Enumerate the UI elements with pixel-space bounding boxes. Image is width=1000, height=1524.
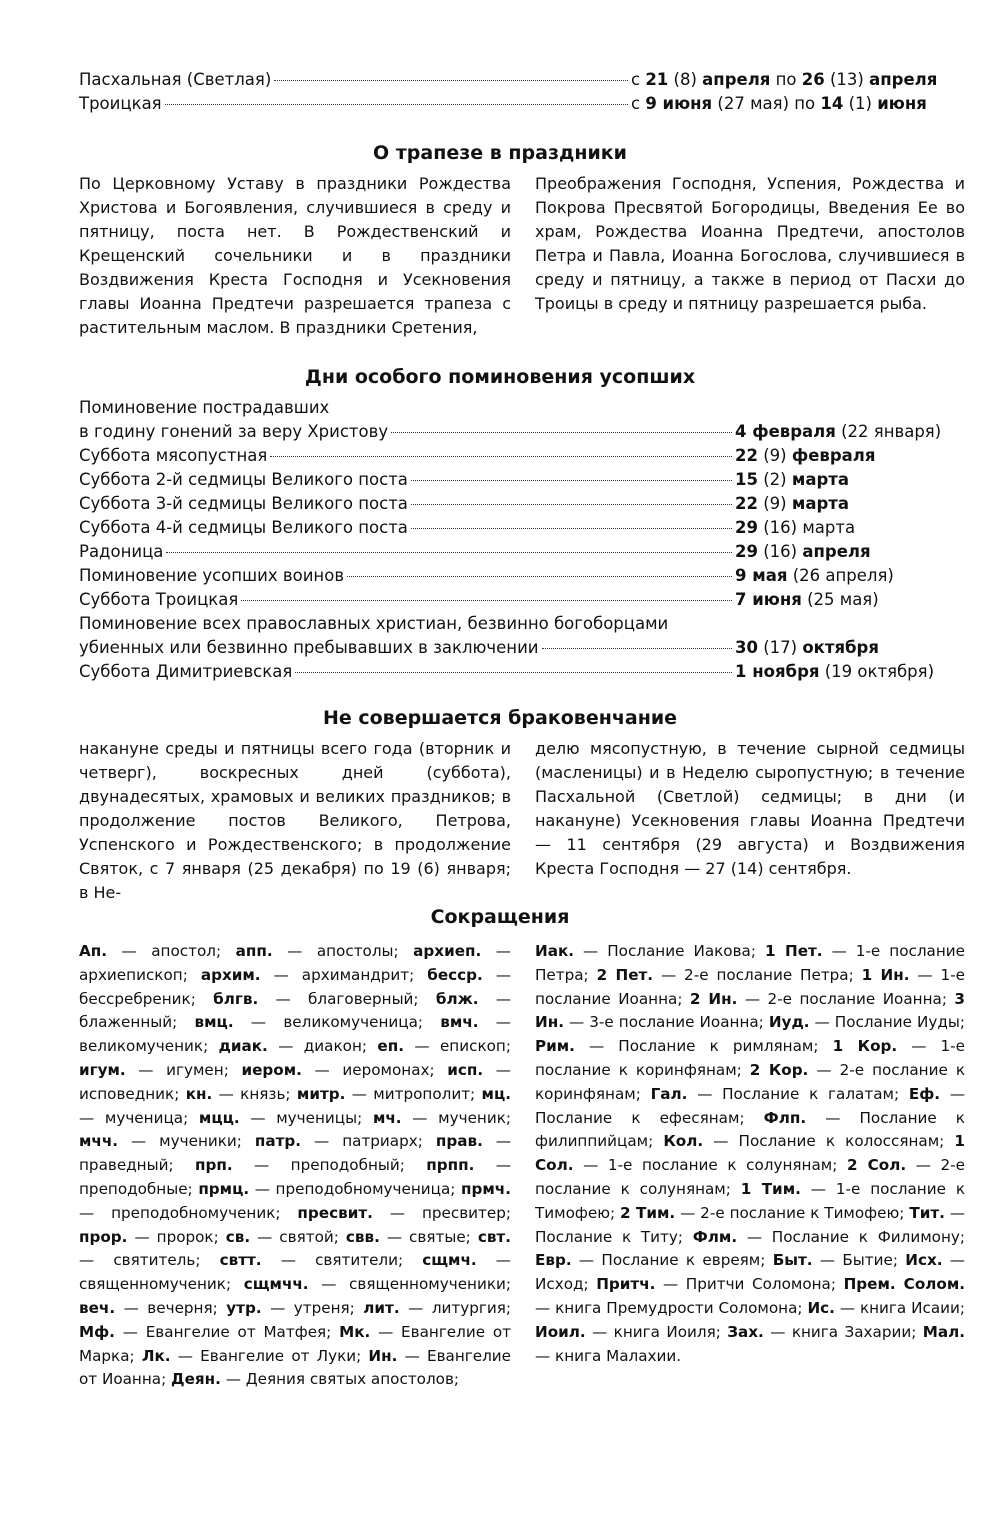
abbreviation-term: свв.: [345, 1227, 380, 1246]
commemoration-prefix: Поминовение пострадавших: [79, 398, 330, 417]
abbreviation-definition: — мученица;: [79, 1108, 199, 1127]
abbreviation-definition: — великомученица;: [233, 1013, 441, 1032]
fast-dates: с 21 (8) апреля по 26 (13) апреля: [631, 70, 938, 89]
abbreviation-definition: — архимандрит;: [260, 965, 428, 984]
abbreviation-definition: — 1-е послание к солунянам;: [573, 1156, 847, 1175]
abbreviation-term: Ин.: [368, 1346, 398, 1365]
abbreviation-term: лит.: [363, 1298, 400, 1317]
abbreviation-term: диак.: [218, 1037, 268, 1056]
abbreviation-term: бесср.: [427, 965, 483, 984]
abbreviation-definition: — иеромонах;: [301, 1060, 448, 1079]
abbreviation-definition: — литургия;: [399, 1298, 511, 1317]
abbreviation-definition: — 2-е послание к коринфянам;: [535, 1060, 965, 1103]
abbreviation-definition: — исповедник;: [79, 1060, 511, 1103]
abbreviation-definition: — пресвитер;: [372, 1203, 511, 1222]
abbreviation-term: Гал.: [650, 1084, 688, 1103]
abbreviation-definition: — бессребреник;: [79, 965, 512, 1008]
abbreviation-term: веч.: [79, 1298, 116, 1317]
abbreviation-term: Евр.: [535, 1251, 572, 1270]
abbreviation-definition: — 2-е послание к солунянам;: [535, 1156, 965, 1198]
abbreviation-definition: — преподобный;: [232, 1156, 427, 1175]
abbreviation-definition: — блаженный;: [79, 989, 512, 1032]
commemoration-row: Суббота 2-й седмицы Великого поста 15 (2) марта: [79, 470, 849, 489]
commemoration-row: в годину гонений за веру Христову 4 февраля (22 января): [79, 422, 942, 441]
fasts-tail-list: [79, 70, 949, 118]
abbreviation-definition: — мученики;: [118, 1132, 255, 1151]
abbreviation-definition: — Послание Иуды;: [809, 1013, 965, 1032]
abbreviation-term: мчч.: [79, 1132, 119, 1151]
leader-dots: [411, 528, 732, 529]
abbreviation-term: 3 Ин.: [535, 989, 965, 1032]
abbreviation-term: свт.: [477, 1227, 511, 1246]
abbreviation-term: сщмчч.: [243, 1275, 309, 1294]
commemoration-row: Суббота мясопустная 22 (9) февраля: [79, 446, 876, 465]
abbreviation-definition: — книга Исаии;: [834, 1298, 965, 1317]
abbreviation-definition: — Исход;: [535, 1251, 965, 1294]
abbreviation-definition: — 1-е послание Иоанна;: [535, 965, 965, 1008]
abbreviation-definition: — игумен;: [125, 1060, 242, 1079]
leader-dots: [241, 600, 732, 601]
abbreviation-term: Флп.: [763, 1108, 807, 1127]
abbreviation-term: св.: [225, 1227, 251, 1246]
abbreviation-definition: — Послание к евреям;: [571, 1251, 773, 1270]
abbreviation-term: прп.: [195, 1156, 233, 1175]
fast-row-trinity: [79, 94, 949, 118]
abbreviation-term: еп.: [377, 1037, 404, 1056]
fast-label: Пасхальная (Светлая): [79, 70, 272, 89]
abbreviation-term: Кол.: [663, 1132, 704, 1151]
abbreviation-definition: — святители;: [261, 1251, 423, 1270]
abbreviation-definition: — Евангелие от Луки;: [170, 1346, 369, 1365]
leader-dots: [166, 552, 732, 553]
abbreviation-definition: — 3-е послание Иоанна;: [563, 1013, 769, 1032]
abbreviation-definition: — пророк;: [127, 1227, 226, 1246]
abbreviation-term: Исх.: [905, 1251, 943, 1270]
abbreviation-definition: — преподобномученица;: [249, 1179, 462, 1198]
abbreviation-term: вмч.: [440, 1013, 479, 1032]
commemoration-row: убиенных или безвинно пребывавших в заключении 30 (17) октября: [79, 638, 879, 657]
abbreviation-definition: — 1-е послание Петра;: [535, 942, 965, 984]
abbreviation-definition: — книга Малахии.: [535, 1346, 682, 1365]
abbreviation-term: Ис.: [807, 1298, 835, 1317]
abbreviation-definition: — святые;: [379, 1227, 478, 1246]
abbreviation-term: блгв.: [213, 989, 259, 1008]
abbreviation-definition: — Послание к галатам;: [687, 1084, 909, 1103]
fast-row-easter: [79, 70, 949, 94]
meals-text-left: По Церковному Уставу в праздники Рождества Христова и Богоявления, случившиеся в среду и пятницу, поста нет. В Рождественский и Крещенский сочельники и в праздники Воздвижения Креста Господня и Усекновения главы Иоанна Предтечи разрешается трапеза с растительным маслом. В праздники Сретения,: [79, 174, 511, 337]
commemoration-row: Суббота Троицкая 7 июня (25 мая): [79, 590, 879, 609]
abbreviation-definition: — великомученик;: [79, 1013, 511, 1056]
abbreviations-heading: Сокращения: [430, 906, 570, 928]
abbreviation-term: Лк.: [141, 1346, 171, 1365]
abbreviation-definition: — мученицы;: [239, 1108, 373, 1127]
abbreviation-definition: — 2-е послание к Тимофею;: [675, 1203, 910, 1222]
abbreviation-term: Притч.: [596, 1275, 656, 1294]
abbreviation-term: прор.: [79, 1227, 128, 1246]
abbreviation-term: 1 Сол.: [535, 1132, 965, 1175]
leader-dots: [411, 504, 732, 505]
abbreviation-term: 1 Кор.: [832, 1037, 898, 1056]
meals-text-right: Преображения Господня, Успения, Рождества и Покрова Пресвятой Богородицы, Введения Ее во храм, Рождества Иоанна Предтечи, апостолов Петра и Павла, Иоанна Богослова, случившиеся в среду и пятницу, а также в период от Пасхи до Троицы в среду и пятницу разрешается рыба.: [535, 174, 965, 313]
abbreviation-term: прпп.: [426, 1156, 475, 1175]
abbreviation-definition: — Послание Иакова;: [574, 942, 765, 960]
abbreviation-term: исп.: [447, 1060, 484, 1079]
abbreviation-definition: — апостолы;: [272, 942, 414, 960]
abbreviations-left-column: [79, 940, 511, 1392]
abbreviation-term: архим.: [200, 965, 261, 984]
abbreviation-term: прмч.: [461, 1179, 511, 1198]
abbreviation-definition: — Послание к колоссянам;: [703, 1132, 955, 1151]
abbreviation-term: кн.: [185, 1084, 213, 1103]
abbreviation-term: блж.: [435, 989, 479, 1008]
abbreviation-definition: — Евангелие от Марка;: [79, 1322, 511, 1365]
abbreviation-definition: — Притчи Соломона;: [655, 1275, 844, 1294]
abbreviation-definition: — благоверный;: [258, 989, 436, 1008]
abbreviation-term: мц.: [481, 1084, 511, 1103]
abbreviation-definition: — священномученик;: [79, 1251, 511, 1294]
abbreviation-term: Иоил.: [535, 1322, 586, 1341]
abbreviation-term: 2 Кор.: [749, 1060, 809, 1079]
abbreviation-definition: — Бытие;: [812, 1251, 906, 1270]
abbreviation-term: Мал.: [922, 1322, 965, 1341]
wedding-text-left: накануне среды и пятницы всего года (вторник и четверг), воскресных дней (суббота), двунадесятых, храмовых и великих праздников; в продолжение постов Великого, Петрова, Успенского и Рождественского; в продолжение Святок, с 7 января (25 декабря) по 19 (6) января; в Не-: [79, 739, 511, 902]
commemoration-prefix: Поминовение всех православных христиан, безвинно богоборцами: [79, 614, 669, 633]
abbreviation-definition: — Послание к римлянам;: [574, 1037, 833, 1056]
leader-dots: [542, 648, 732, 649]
wedding-heading: Не совершается браковенчание: [322, 707, 678, 729]
abbreviation-term: 1 Тим.: [740, 1179, 801, 1198]
leader-dots: [165, 104, 628, 105]
commemoration-row: Суббота Димитриевская 1 ноября (19 октября): [79, 662, 935, 681]
abbreviation-definition: — Послание к ефесянам;: [535, 1084, 966, 1127]
abbreviation-definition: — Деяния святых апостолов;: [220, 1370, 460, 1389]
abbreviation-definition: — преподобные;: [79, 1156, 512, 1198]
abbreviation-definition: — Послание к Филимону;: [737, 1227, 966, 1246]
abbreviation-definition: — книга Иоиля;: [585, 1322, 728, 1341]
abbreviation-term: 2 Тим.: [620, 1203, 676, 1222]
abbreviation-term: Тит.: [909, 1203, 945, 1222]
abbreviation-definition: — утреня;: [261, 1298, 364, 1317]
abbreviation-definition: — книга Премудрости Соломона;: [535, 1298, 808, 1317]
leader-dots: [391, 432, 732, 433]
abbreviation-definition: — архиепископ;: [79, 942, 511, 984]
abbreviation-term: иером.: [241, 1060, 302, 1079]
commemoration-heading: Дни особого поминовения усопших: [304, 366, 696, 388]
abbreviation-term: прав.: [435, 1132, 483, 1151]
abbreviation-term: игум.: [79, 1060, 126, 1079]
abbreviation-term: пресвит.: [297, 1203, 373, 1222]
abbreviation-definition: — Послание к Титу;: [535, 1203, 966, 1246]
abbreviation-term: 2 Ин.: [689, 989, 738, 1008]
abbreviation-definition: — мученик;: [401, 1108, 512, 1127]
abbreviation-term: Флм.: [692, 1227, 738, 1246]
commemoration-row: Суббота 3-й седмицы Великого поста 22 (9) марта: [79, 494, 849, 513]
abbreviation-definition: — князь;: [212, 1084, 297, 1103]
abbreviation-term: 2 Сол.: [846, 1156, 907, 1175]
wedding-text-right: делю мясопустную, в течение сырной седмицы (масленицы) и в Неделю сыропустную; в течение Пасхальной (Светлой) седмицы; в дни (и накануне) Усекновения главы Иоанна Предтечи — 11 сентября (29 августа) и Воздвижения Креста Господня — 27 (14) сентября.: [535, 739, 965, 878]
abbreviation-term: Прем. Солом.: [843, 1275, 966, 1294]
abbreviation-term: сщмч.: [422, 1251, 477, 1270]
abbreviation-term: Иак.: [535, 942, 575, 960]
abbreviation-term: Мк.: [339, 1322, 371, 1341]
leader-dots: [270, 456, 732, 457]
abbreviation-term: мцц.: [198, 1108, 240, 1127]
fast-label: Троицкая: [79, 94, 162, 113]
abbreviation-definition: — священномученики;: [308, 1275, 511, 1294]
abbreviation-term: патр.: [254, 1132, 302, 1151]
abbreviation-term: 1 Ин.: [861, 965, 910, 984]
abbreviation-definition: — святой;: [250, 1227, 346, 1246]
abbreviation-definition: — вечерня;: [115, 1298, 227, 1317]
abbreviation-definition: — Евангелие от Иоанна;: [79, 1346, 511, 1389]
leader-dots: [274, 80, 628, 81]
abbreviation-definition: — патриарх;: [301, 1132, 436, 1151]
abbreviation-definition: — 2-е послание Петра;: [653, 965, 862, 984]
abbreviation-term: мч.: [372, 1108, 402, 1127]
abbreviation-term: Рим.: [535, 1037, 575, 1056]
abbreviation-term: архиеп.: [413, 942, 482, 960]
abbreviation-definition: — Послание к филиппийцам;: [535, 1108, 965, 1151]
abbreviation-definition: — епископ;: [403, 1037, 511, 1056]
abbreviation-term: Еф.: [908, 1084, 941, 1103]
abbreviation-term: 2 Пет.: [596, 965, 654, 984]
abbreviation-term: 1 Пет.: [764, 942, 823, 960]
commemoration-row: Суббота 4-й седмицы Великого поста 29 (16) марта: [79, 518, 856, 537]
abbreviation-term: Деян.: [171, 1370, 221, 1389]
abbreviation-definition: — праведный;: [79, 1132, 512, 1175]
abbreviation-term: свтт.: [219, 1251, 262, 1270]
leader-dots: [411, 480, 732, 481]
abbreviation-definition: — диакон;: [267, 1037, 378, 1056]
abbreviation-term: Иуд.: [768, 1013, 810, 1032]
leader-dots: [347, 576, 732, 577]
abbreviation-term: прмц.: [198, 1179, 250, 1198]
abbreviation-definition: — книга Захарии;: [763, 1322, 923, 1341]
commemoration-row: Радоница 29 (16) апреля: [79, 542, 871, 561]
commemoration-list: [79, 398, 949, 686]
meals-heading: О трапезе в праздники: [373, 142, 627, 164]
abbreviation-term: Мф.: [79, 1322, 115, 1341]
abbreviation-term: утр.: [226, 1298, 262, 1317]
abbreviation-definition: — Евангелие от Матфея;: [114, 1322, 340, 1341]
abbreviation-definition: — 1-е послание к Тимофею;: [535, 1179, 966, 1222]
abbreviation-term: Ап.: [79, 942, 108, 960]
abbreviation-term: Зах.: [727, 1322, 764, 1341]
fast-dates: с 9 июня (27 мая) по 14 (1) июня: [631, 94, 927, 113]
abbreviation-definition: — митрополит;: [345, 1084, 482, 1103]
abbreviation-term: митр.: [296, 1084, 346, 1103]
abbreviation-definition: — преподобномученик;: [79, 1203, 298, 1222]
abbreviation-term: вмц.: [194, 1013, 234, 1032]
abbreviation-term: апп.: [235, 942, 273, 960]
abbreviation-definition: — 1-е послание к коринфянам;: [535, 1037, 965, 1079]
abbreviation-definition: — апостол;: [107, 942, 236, 960]
commemoration-row: Поминовение усопших воинов 9 мая (26 апреля): [79, 566, 894, 585]
abbreviation-definition: — святитель;: [79, 1251, 220, 1270]
abbreviation-definition: — 2-е послание Иоанна;: [737, 989, 955, 1008]
leader-dots: [295, 672, 732, 673]
abbreviations-right-column: [535, 940, 965, 1368]
abbreviation-term: Быт.: [772, 1251, 813, 1270]
